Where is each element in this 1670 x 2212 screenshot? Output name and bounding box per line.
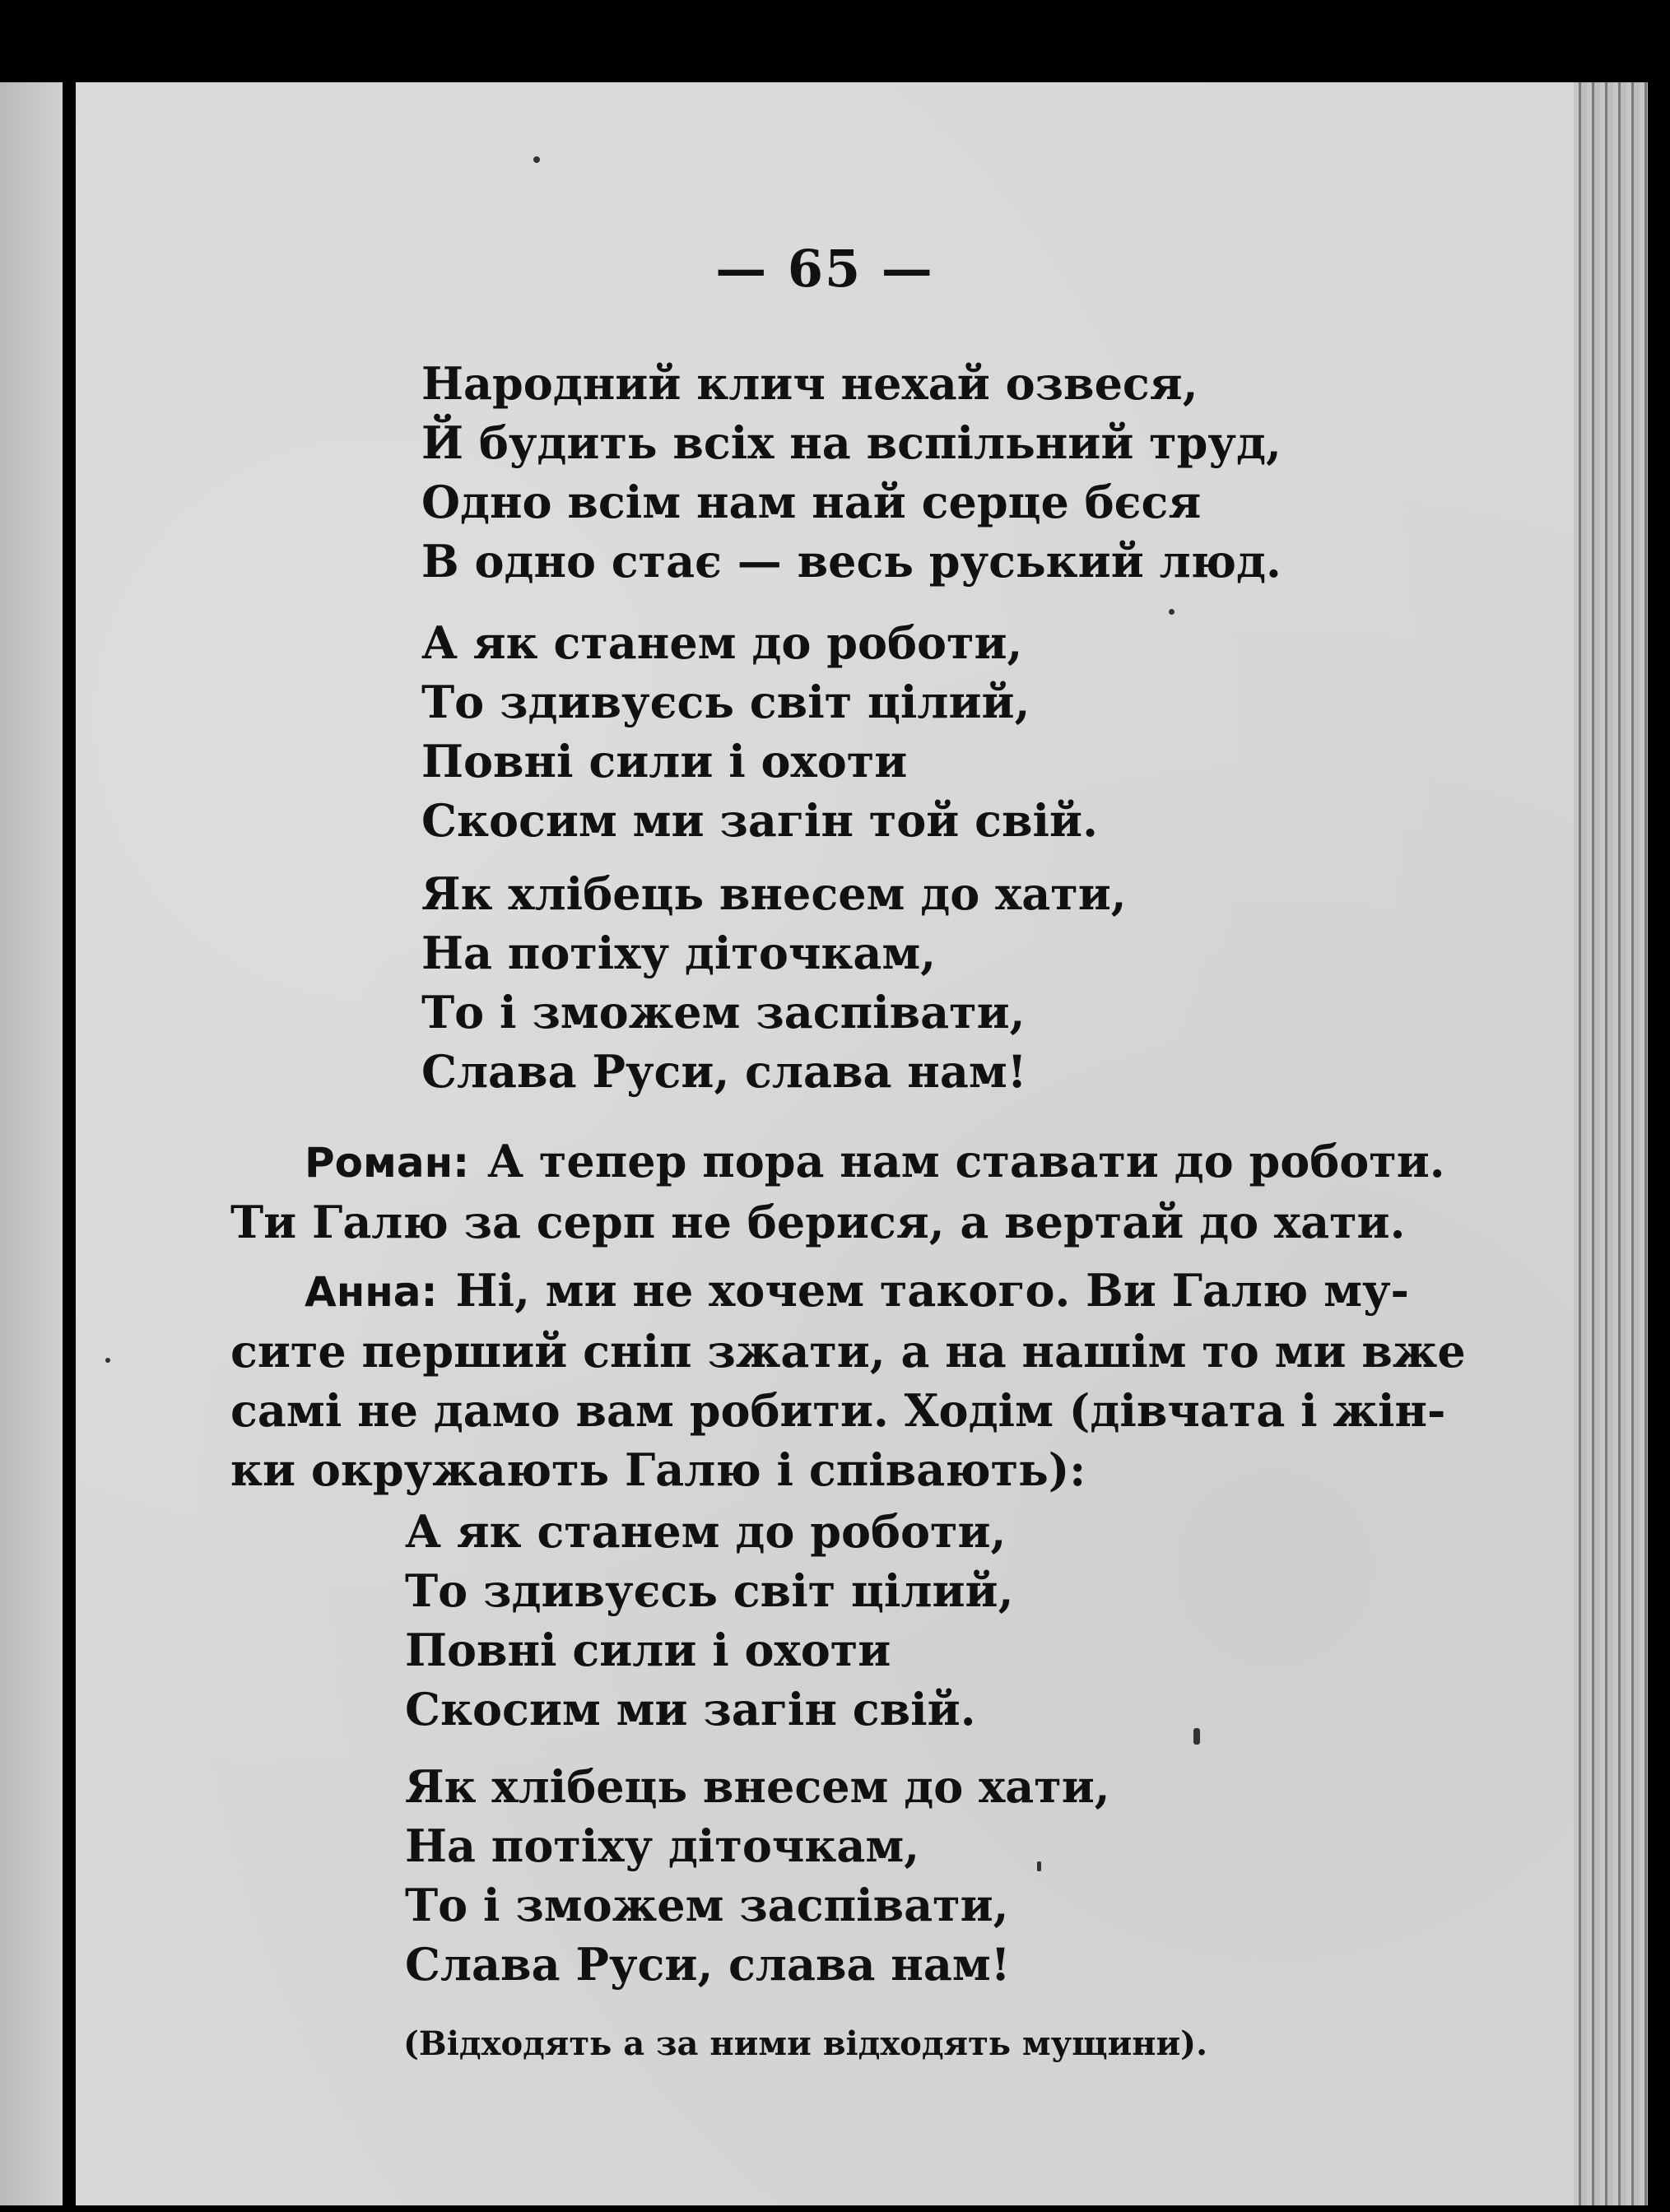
paper-speck [1169,609,1175,615]
dialogue-anna [230,1261,1466,1499]
page-number: — 65 — [715,239,934,299]
paper-speck [533,156,540,163]
verse-line: Слава Руси, слава нам! [405,1938,1011,1991]
verse-line: Повні сили і охоти [405,1624,891,1676]
book-page [76,82,1574,2205]
dialogue-text: А тепер пора нам ставати до роботи. [487,1135,1445,1187]
verse-stanza-4 [405,1502,1013,1739]
verse-stanza-2 [421,613,1098,850]
verse-line: То здивуєсь світ цілий, [421,676,1030,728]
dialogue-text: самі не дамо вам робити. Ходім (дівчата і жін- [230,1384,1446,1437]
book-page-edges [1574,82,1648,2205]
paper-speck [105,1358,110,1363]
verse-stanza-1 [421,354,1282,591]
dialogue-roman [230,1132,1445,1252]
verse-line: Скосим ми загін той свій. [421,794,1098,847]
dialogue-text: Ти Галю за серп не берися, а вертай до хати. [230,1196,1406,1248]
paper-speck [1037,1861,1041,1871]
speaker-label: Анна: [305,1268,438,1316]
verse-line: То і зможем заспівати, [421,986,1026,1039]
verse-line: Скосим ми загін свій. [405,1683,976,1736]
verse-line: А як станем до роботи, [405,1505,1007,1558]
verse-line: Як хлібець внесем до хати, [405,1760,1110,1813]
left-page-edge [0,82,63,2205]
paper-speck [1193,1728,1200,1745]
verse-line: То і зможем заспівати, [405,1879,1009,1931]
verse-stanza-3 [421,864,1127,1101]
dialogue-text: сите перший сніп зжати, а на нашім то ми вже [230,1325,1466,1378]
verse-line: Одно всім нам най серце бєся [421,476,1202,528]
stage-direction: (Відходять а за ними відходять мущини). [403,2024,1208,2063]
speaker-label: Роман: [305,1139,470,1187]
verse-stanza-5 [405,1757,1110,1994]
verse-line: А як станем до роботи, [421,616,1023,669]
verse-line: Повні сили і охоти [421,735,908,788]
verse-line: На потіху діточкам, [421,927,937,979]
dialogue-text: ки окружають Галю і співають): [230,1443,1086,1496]
verse-line: Слава Руси, слава нам! [421,1045,1027,1098]
verse-line: Й будить всіх на вспільний труд, [421,416,1282,469]
dialogue-text: Ні, ми не хочем такого. Ви Галю му- [455,1264,1409,1317]
verse-line: На потіху діточкам, [405,1819,920,1872]
verse-line: Як хлібець внесем до хати, [421,867,1127,920]
verse-line: Народний клич нехай озвеся, [421,357,1198,410]
verse-line: В одно стає — весь руський люд. [421,535,1282,588]
verse-line: То здивуєсь світ цілий, [405,1564,1014,1617]
